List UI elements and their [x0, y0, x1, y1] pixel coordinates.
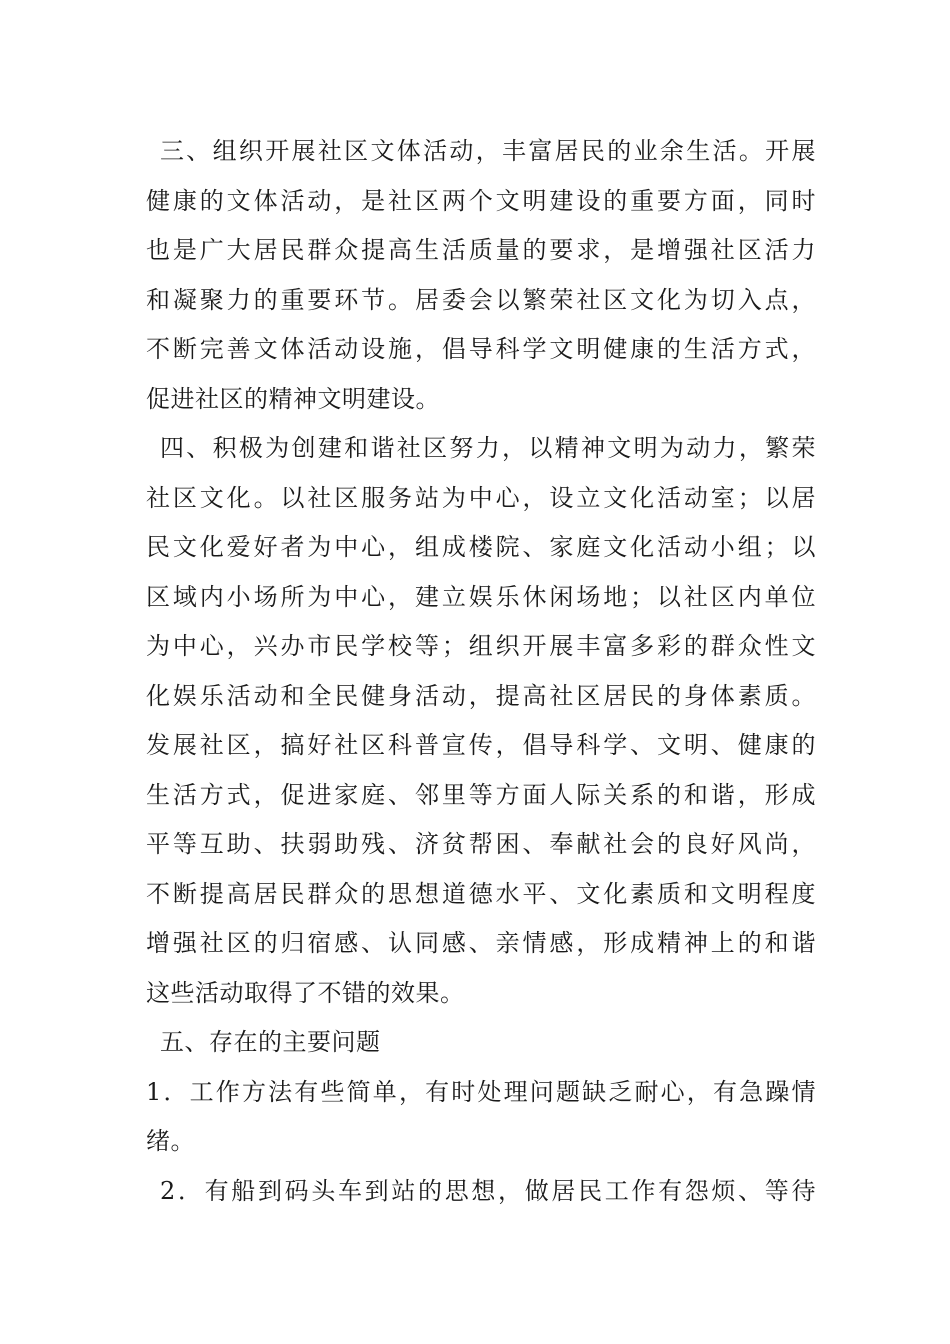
text-line: 民文化爱好者为中心，组成楼院、家庭文化活动小组；以 [146, 533, 816, 561]
text-line: 三、组织开展社区文体活动，丰富居民的业余生活。开展 [160, 137, 816, 165]
text-line: 这些活动取得了不错的效果。 [146, 978, 465, 1007]
text-line: 增强社区的归宿感、认同感、亲情感，形成精神上的和谐 [146, 929, 816, 957]
text-line: 促进社区的精神文明建设。 [146, 384, 440, 413]
text-line: 和凝聚力的重要环节。居委会以繁荣社区文化为切入点， [146, 285, 816, 314]
text-line: 发展社区，搞好社区科普宣传，倡导科学、文明、健康的 [146, 731, 816, 759]
text-line: 也是广大居民群众提高生活质量的要求，是增强社区活力 [146, 236, 816, 264]
text-line: 绪。 [146, 1127, 195, 1155]
text-line: 生活方式，促进家庭、邻里等方面人际关系的和谐，形成 [146, 780, 816, 809]
text-line: 为中心，兴办市民学校等；组织开展丰富多彩的群众性文 [146, 632, 816, 660]
text-line: 区域内小场所为中心，建立娱乐休闲场地；以社区内单位 [146, 582, 816, 611]
text-line: 2．有船到码头车到站的思想，做居民工作有怨烦、等待 [160, 1176, 816, 1205]
text-line: 健康的文体活动，是社区两个文明建设的重要方面，同时 [146, 186, 816, 215]
text-line: 化娱乐活动和全民健身活动，提高社区居民的身体素质。 [146, 681, 816, 710]
text-line: 社区文化。以社区服务站为中心，设立文化活动室；以居 [146, 483, 816, 512]
text-line: 四、积极为创建和谐社区努力，以精神文明为动力，繁荣 [160, 434, 816, 462]
text-line: 1．工作方法有些简单，有时处理问题缺乏耐心，有急躁情 [146, 1077, 816, 1106]
text-line: 五、存在的主要问题 [160, 1028, 381, 1056]
document-body [146, 127, 816, 1216]
text-line: 平等互助、扶弱助残、济贫帮困、奉献社会的良好风尚， [146, 830, 816, 858]
text-line: 不断完善文体活动设施，倡导科学文明健康的生活方式， [146, 335, 816, 363]
text-line: 不断提高居民群众的思想道德水平、文化素质和文明程度 [146, 879, 816, 908]
